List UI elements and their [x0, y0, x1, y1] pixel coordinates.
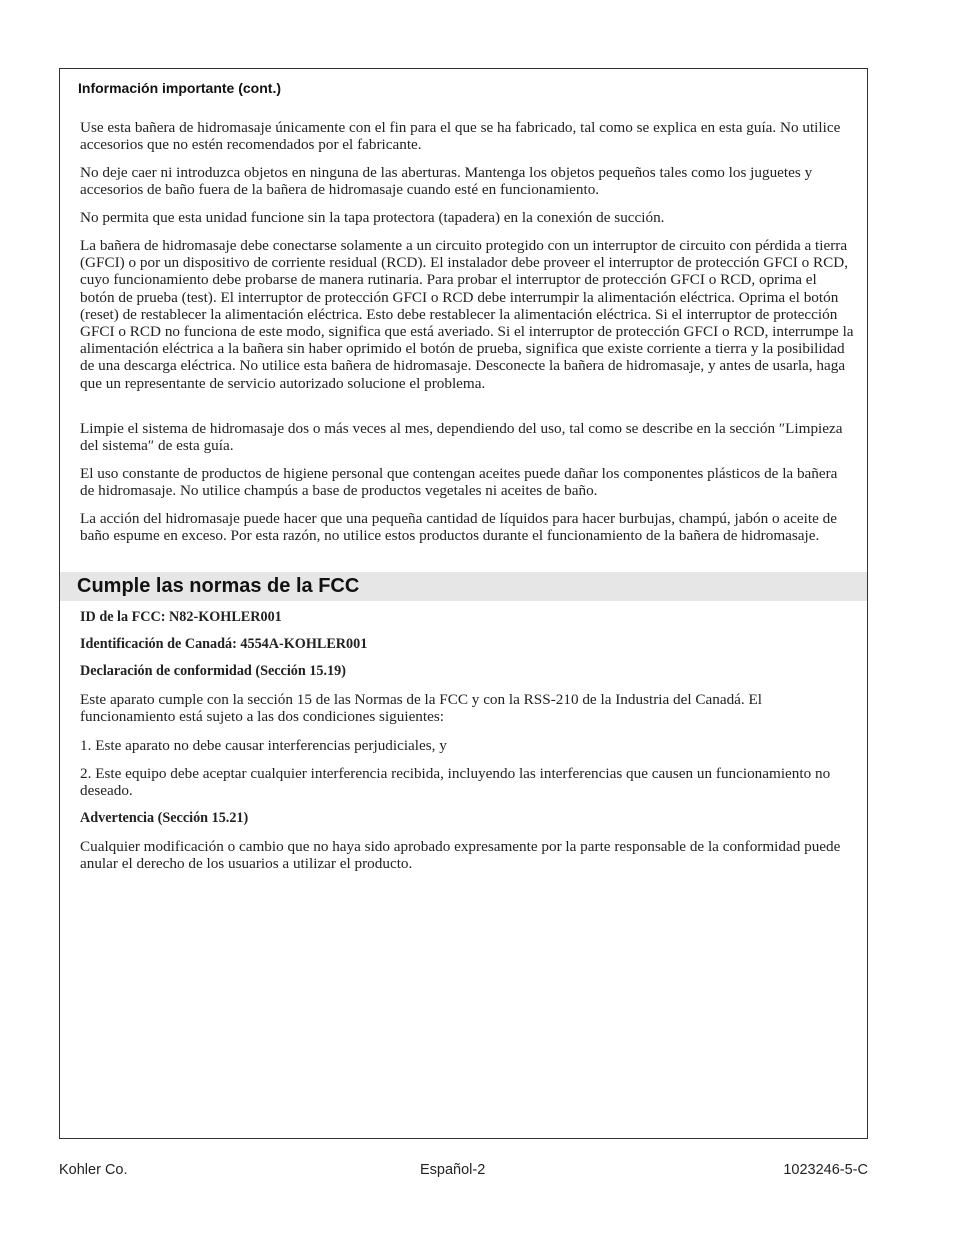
paragraph-intended-use: Use esta bañera de hidromasaje únicamente con el fin para el que se ha fabricado, tal como se explica en esta guía. No utilice accesorios que no estén recomendados por el fabricante.	[80, 119, 841, 154]
footer-doc-number: 1023246-5-C	[783, 1162, 868, 1178]
warning-heading: Advertencia (Sección 15.21)	[80, 810, 249, 826]
warning-text: Cualquier modificación o cambio que no haya sido aprobado expresamente por la parte responsable de la conformidad puede anular el derecho de los usuarios a utilizar el producto.	[80, 838, 841, 873]
fcc-id: ID de la FCC: N82-KOHLER001	[80, 609, 282, 625]
condition-1: 1. Este aparato no debe causar interferencias perjudiciales, y	[80, 737, 447, 754]
footer-page-number: Español-2	[420, 1162, 486, 1178]
paragraph-cleaning: Limpie el sistema de hidromasaje dos o más veces al mes, dependiendo del uso, tal como se describe en la sección ″Limpieza del sistema″ de esta guía.	[80, 420, 843, 455]
paragraph-suction-cover: No permita que esta unidad funcione sin la tapa protectora (tapadera) en la conexión de succión.	[80, 209, 665, 226]
paragraph-openings: No deje caer ni introduzca objetos en ninguna de las aberturas. Mantenga los objetos pequeños tales como los juguetes y accesorios de baño fuera de la bañera de hidromasaje cuando esté en funcionamiento.	[80, 164, 813, 199]
paragraph-oils: El uso constante de productos de higiene personal que contengan aceites puede dañar los componentes plásticos de la bañera de hidromasaje. No utilice champús a base de productos vegetales ni aceites de baño.	[80, 465, 838, 500]
canada-id: Identificación de Canadá: 4554A-KOHLER001	[80, 636, 368, 652]
fcc-section-title: Cumple las normas de la FCC	[77, 575, 360, 597]
fcc-section-band	[60, 572, 867, 601]
paragraph-gfci: La bañera de hidromasaje debe conectarse solamente a un circuito protegido con un interruptor de circuito con pérdida a tierra (GFCI) o por un dispositivo de corriente residual (RCD). El instalador debe proveer el interruptor de protección GFCI o RCD, cuyo funcionamiento debe probarse de manera rutinaria. Para probar el interruptor de protección GFCI o RCD, oprima el botón de prueba (test). El interruptor de protección GFCI o RCD debe interrumpir la alimentación eléctrica. Oprima el botón (reset) de restablecer la alimentación eléctrica. Esto debe restablecer la alimentación eléctrica. Si el interruptor de protección GFCI o RCD no funciona de este modo, significa que está averiado. Si el interruptor de protección GFCI o RCD, interrumpe la alimentación eléctrica a la bañera sin haber oprimido el botón de prueba, significa que existe corriente a tierra y la posibilidad de una descarga eléctrica. No utilice esta bañera de hidromasaje. Desconecte la bañera de hidromasaje, y antes de usarla, haga que un representante de servicio autorizado solucione el problema.	[80, 237, 854, 392]
content-frame	[59, 68, 868, 1139]
footer-company: Kohler Co.	[59, 1162, 128, 1178]
declaration-heading: Declaración de conformidad (Sección 15.19)	[80, 663, 346, 679]
condition-2: 2. Este equipo debe aceptar cualquier interferencia recibida, incluyendo las interferencias que causen un funcionamiento no deseado.	[80, 765, 831, 800]
paragraph-foaming: La acción del hidromasaje puede hacer que una pequeña cantidad de líquidos para hacer burbujas, champú, jabón o aceite de baño espume en exceso. Por esta razón, no utilice estos productos durante el funcionamiento de la bañera de hidromasaje.	[80, 510, 837, 545]
declaration-text: Este aparato cumple con la sección 15 de las Normas de la FCC y con la RSS-210 de la Industria del Canadá. El funcionamiento está sujeto a las dos condiciones siguientes:	[80, 691, 762, 726]
important-info-heading: Información importante (cont.)	[78, 80, 281, 96]
